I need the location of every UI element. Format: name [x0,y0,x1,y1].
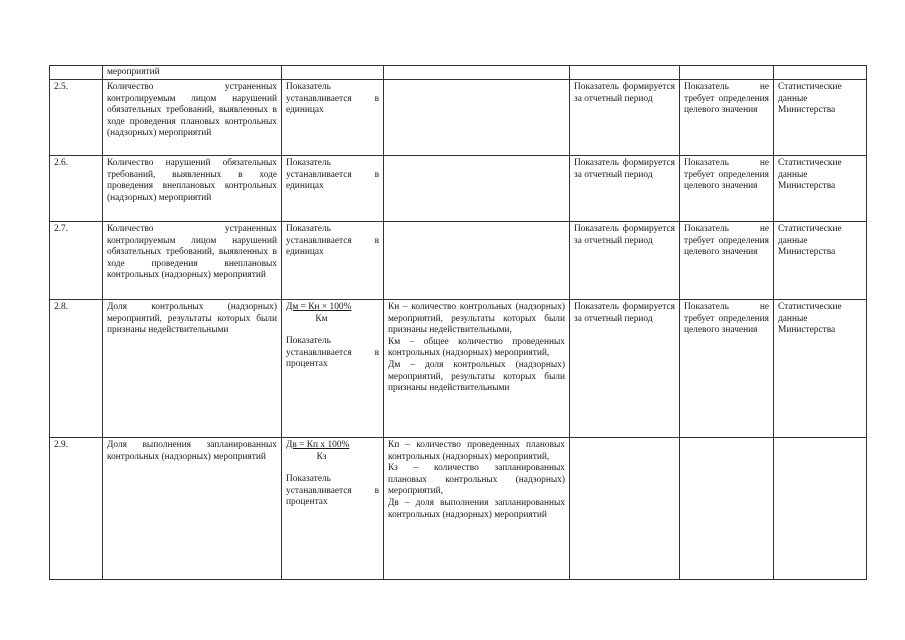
cell-definitions: Кн – количество контрольных (надзорных) мероприятий, результаты которых были признаны недействительными, Км – общее количество проведенных контрольных (надзорных) мероприятий, Дм – доля контрольных (надзорных) мероприятий, результаты которых были признаны недействительными [384,300,570,438]
cell-definitions [384,80,570,156]
cell-num: 2.7. [50,222,103,300]
table-row [50,222,867,300]
cell-num: 2.8. [50,300,103,438]
cell-definitions [384,222,570,300]
cell-source: Статистические данные Министерства [774,300,867,438]
table-row [50,80,867,156]
cell-period [570,66,680,80]
cell-period: Показатель формируется за отчетный период [570,156,680,222]
cell-target: Показатель не требует определения целевого значения [680,300,774,438]
cell-formula [282,438,384,580]
cell-definitions [384,156,570,222]
cell-name: мероприятий [103,66,282,80]
cell-source: Статистические данные Министерства [774,222,867,300]
cell-name: Количество нарушений обязательных требований, выявленных в ходе проведения внеплановых контрольных (надзорных) мероприятий [103,156,282,222]
cell-target [680,66,774,80]
cell-method: Показатель устанавливается в единицах [282,80,384,156]
cell-target: Показатель не требует определения целевого значения [680,80,774,156]
cell-method: Показатель устанавливается в процентах [286,474,379,508]
cell-definitions: Кп – количество проведенных плановых контрольных (надзорных) мероприятий, Кз – количество запланированных плановых контрольных (надзорных) мероприятий, Дв – доля выполнения запланированных контрольных (надзорных) мероприятий [384,438,570,580]
formula-denominator: Кз [316,451,327,462]
table-row [50,300,867,438]
cell-definitions [384,66,570,80]
cell-target: Показатель не требует определения целевого значения [680,222,774,300]
cell-target: Показатель не требует определения целевого значения [680,156,774,222]
cell-source [774,438,867,580]
formula-equation: Дв = Кп х 100% [286,440,350,450]
cell-name: Доля выполнения запланированных контрольных (надзорных) мероприятий [103,438,282,580]
cell-formula [282,66,384,80]
formula-equation: Дм = Кн × 100% [286,302,352,312]
cell-period [570,438,680,580]
cell-source [774,66,867,80]
cell-formula [282,300,384,438]
cell-target [680,438,774,580]
cell-name: Доля контрольных (надзорных) мероприятий, результаты которых были признаны недействительными [103,300,282,438]
cell-num: 2.6. [50,156,103,222]
cell-method: Показатель устанавливается в единицах [282,222,384,300]
cell-source: Статистические данные Министерства [774,156,867,222]
cell-num: 2.5. [50,80,103,156]
cell-period: Показатель формируется за отчетный период [570,300,680,438]
cell-name: Количество устраненных контролируемым лицом нарушений обязательных требований, выявленных в ходе проведения плановых контрольных (надзорных) мероприятий [103,80,282,156]
cell-period: Показатель формируется за отчетный период [570,80,680,156]
cell-num: 2.9. [50,438,103,580]
cell-num [50,66,103,80]
cell-period: Показатель формируется за отчетный период [570,222,680,300]
cell-method: Показатель устанавливается в процентах [286,336,379,370]
table-row-continuation [50,66,867,80]
cell-source: Статистические данные Министерства [774,80,867,156]
indicators-table [49,65,867,580]
cell-method: Показатель устанавливается в единицах [282,156,384,222]
cell-name: Количество устраненных контролируемым лицом нарушений обязательных требований, выявленных в ходе проведения внеплановых контрольных (надзорных) мероприятий [103,222,282,300]
formula-denominator: Км [315,313,328,324]
table-row [50,438,867,580]
table-row [50,156,867,222]
